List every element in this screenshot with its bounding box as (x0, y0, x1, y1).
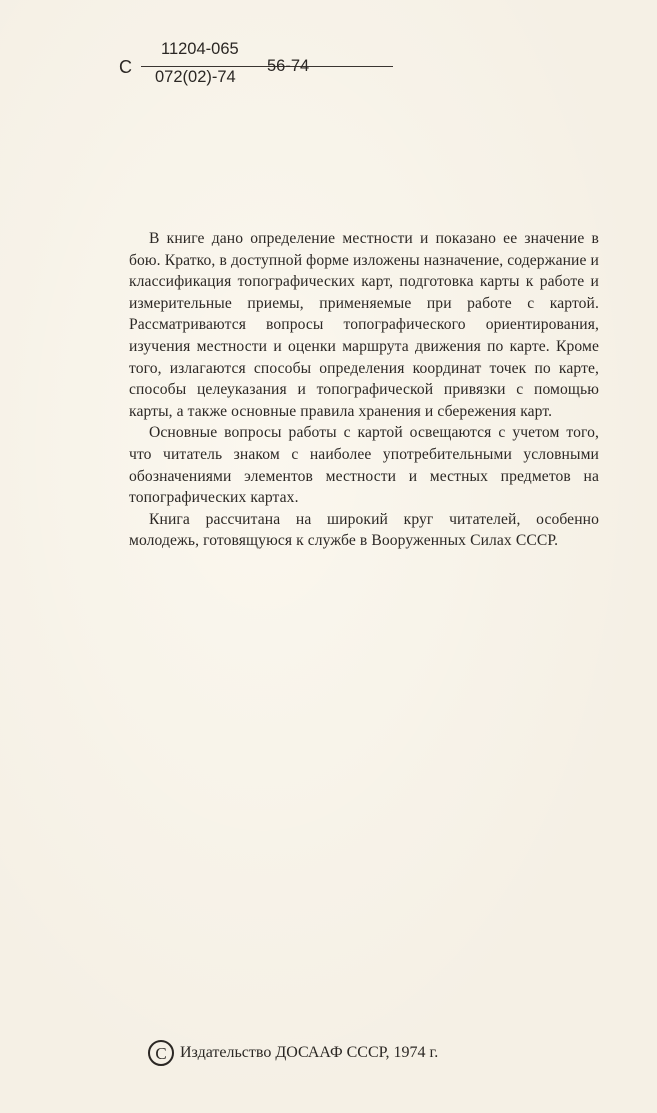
index-numerator: 11204-065 (161, 40, 239, 58)
publisher-text: Издательство ДОСААФ СССР, 1974 г. (180, 1044, 439, 1061)
abstract-paragraph: Книга рассчитана на широкий круг читателей, особенно молодежь, готовящуюся к службе в Вооруженных Силах СССР. (129, 510, 599, 550)
index-denominator: 072(02)-74 (155, 68, 236, 86)
index-suffix: 56-74 (267, 57, 310, 75)
abstract-paragraph: Основные вопросы работы с картой освещаются с учетом того, что читатель знаком с наиболее употребительными условными обозначениями элементов местности и местных предметов на топографических картах. (129, 424, 599, 507)
index-letter: С (119, 57, 132, 77)
classification-index (119, 40, 339, 100)
copyright-icon: С (148, 1040, 174, 1066)
book-abstract (129, 228, 599, 552)
abstract-paragraph: В книге дано определение местности и показано ее значение в бою. Кратко, в доступной форме изложены назначение, содержание и классификация топографических карт, подготовка карты к работе и измерительные приемы, применяемые при работе с картой. Рассматриваются вопросы топографического ориентирования, изучения местности и оценки маршрута движения по карте. Кроме того, излагаются способы определения координат точек по карте, способы целеуказания и топографической привязки с помощью карты, а также основные правила хранения и сбережения карт. (129, 230, 599, 420)
publisher-line (148, 1040, 438, 1066)
